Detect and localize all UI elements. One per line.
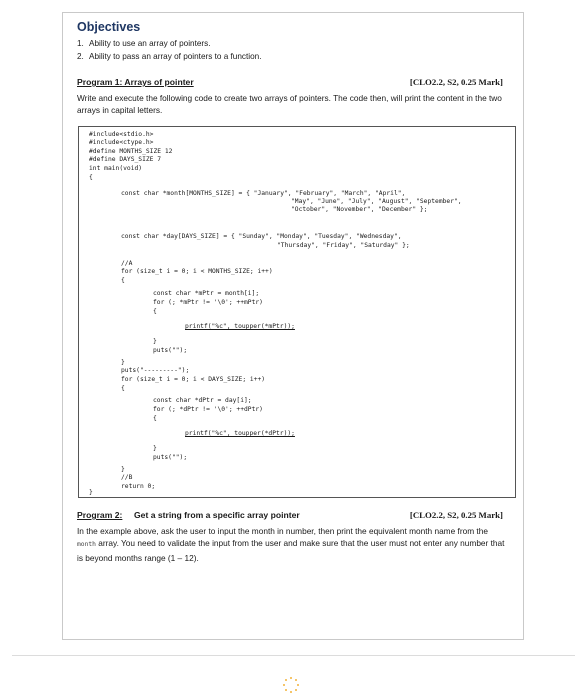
program2-heading <box>77 510 517 522</box>
code-line: puts(""); <box>153 347 188 354</box>
document-body <box>77 20 517 117</box>
objectives-list <box>77 38 517 63</box>
code-line: { <box>153 308 157 315</box>
code-line: #define DAYS_SIZE 7 <box>89 156 162 163</box>
code-line: { <box>153 415 157 422</box>
code-line: //B <box>121 474 133 481</box>
code-line: } <box>121 359 125 366</box>
code-line: #define MONTHS_SIZE 12 <box>89 148 173 155</box>
code-line: } <box>153 445 157 452</box>
code-line: const char *dPtr = day[i]; <box>153 397 252 404</box>
code-line: return 0; <box>121 483 156 490</box>
code-line: { <box>121 277 125 284</box>
program2-description: In the example above, ask the user to input the month in number, then print the equivalent month name from the month array. You need to validate the input from the user and make sure that the user must not enter any number that is beyond months range (1 – 12). <box>77 526 505 563</box>
objectives-heading: Objectives <box>77 20 141 34</box>
code-line: { <box>89 174 93 181</box>
program2-title: Program 2: <box>77 510 123 520</box>
program2-title-rest: Get a string from a specific array pointer <box>134 510 300 520</box>
code-line: "Thursday", "Friday", "Saturday" }; <box>277 242 410 249</box>
code-line: printf("%c", toupper(*mPtr)); <box>185 323 295 330</box>
code-line: printf("%c", toupper(*dPtr)); <box>185 430 295 437</box>
code-line: } <box>89 489 93 496</box>
code-line: for (; *dPtr != '\0'; ++dPtr) <box>153 406 263 413</box>
code-line: const char *day[DAYS_SIZE] = { "Sunday", "Monday", "Tuesday", "Wednesday", <box>121 233 402 240</box>
code-line: const char *mPtr = month[i]; <box>153 290 260 297</box>
code-line: puts(""); <box>153 454 188 461</box>
loading-spinner-icon <box>283 677 299 693</box>
code-line: //A <box>121 260 133 267</box>
code-line: for (; *mPtr != '\0'; ++mPtr) <box>153 299 263 306</box>
program1-clo: [CLO2.2, S2, 0.25 Mark] <box>409 77 503 87</box>
code-line: } <box>121 466 125 473</box>
code-line: const char *month[MONTHS_SIZE] = { "January", "February", "March", "April", <box>121 190 406 197</box>
program1-title: Program 1: Arrays of pointer <box>77 77 194 87</box>
program1-description: Write and execute the following code to create two arrays of pointers. The code then, will print the content in the two arrays in capital letters. <box>77 93 502 116</box>
code-line: { <box>121 385 125 392</box>
code-line: #include<stdio.h> <box>89 131 154 138</box>
code-line: #include<ctype.h> <box>89 139 154 146</box>
code-line: puts("---------"); <box>121 367 190 374</box>
code-line: for (size_t i = 0; i < MONTHS_SIZE; i++) <box>121 268 273 275</box>
program2-clo: [CLO2.2, S2, 0.25 Mark] <box>409 510 503 520</box>
program1-heading <box>77 77 517 89</box>
inline-code: month <box>77 541 96 549</box>
page-divider <box>12 655 575 656</box>
code-line: } <box>153 338 157 345</box>
code-line: "May", "June", "July", "August", "September", <box>291 198 462 205</box>
code-line: for (size_t i = 0; i < DAYS_SIZE; i++) <box>121 376 266 383</box>
program2-section <box>77 510 517 564</box>
objective-item: 1. Ability to use an array of pointers. <box>77 39 211 48</box>
objective-item: 2. Ability to pass an array of pointers to a function. <box>77 51 262 61</box>
code-line: int main(void) <box>89 165 143 172</box>
code-block <box>78 126 516 498</box>
code-line: "October", "November", "December" }; <box>291 206 428 213</box>
